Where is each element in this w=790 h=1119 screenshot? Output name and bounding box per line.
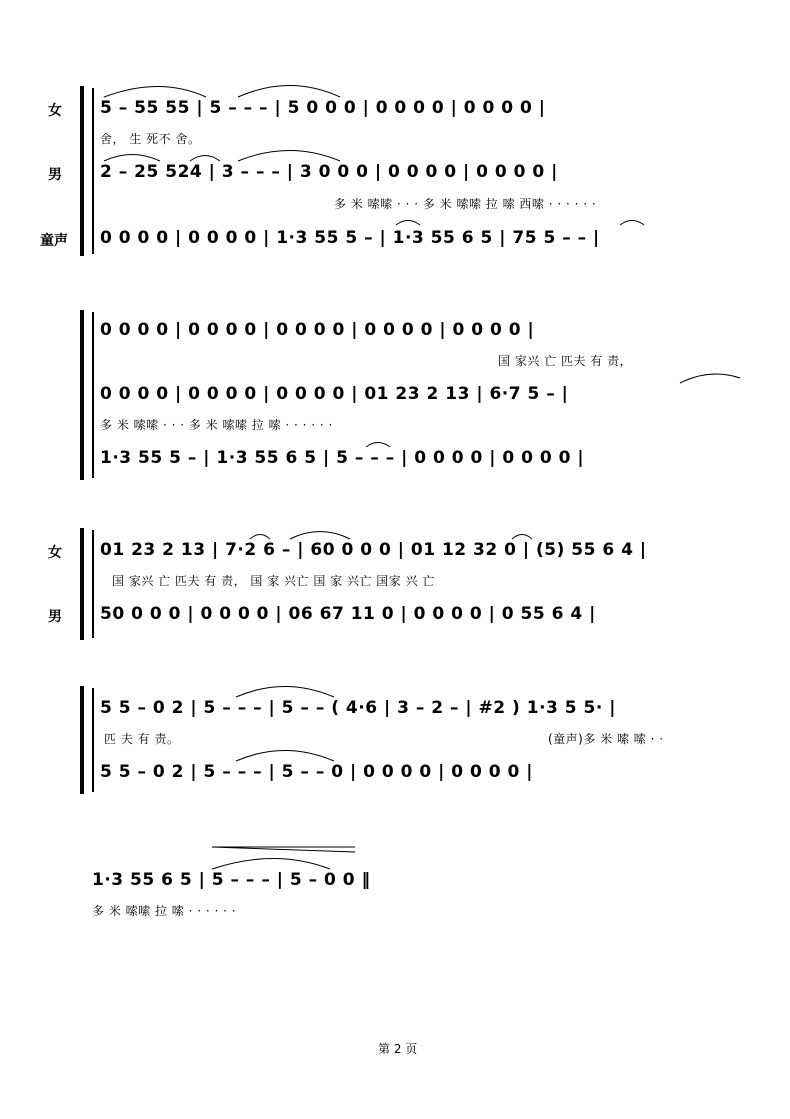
page-number: 第 2 页 — [378, 1042, 418, 1056]
voice-label-male: 男 — [48, 167, 62, 183]
lyrics-female: 国 家兴 亡 匹夫 有 责， 国 家 兴亡 国 家 兴亡 国家 兴 亡 — [112, 574, 435, 588]
notes-male: 50 0 0 0 | 0 0 0 0 | 06 67 11 0 | 0 0 0 0 | 0 55 6 4 | — [100, 604, 596, 624]
notes-voice-1: 0 0 0 0 | 0 0 0 0 | 0 0 0 0 | 0 0 0 0 | 0 0 0 0 | — [100, 320, 535, 340]
notes-female: 01 23 2 13 | 7·2 6 – | 60 0 0 0 | 01 12 32 0 | (5) 55 6 4 | — [100, 540, 647, 560]
notes-final: 1·3 55 6 5 | 5 – – – | 5 – 0 0 ‖ — [92, 870, 371, 890]
lyrics-female: 舍， 生 死不 舍。 — [100, 132, 201, 146]
voice-label-children: 童声 — [40, 233, 68, 249]
lyrics-male: 多 米 嗦嗦 · · · 多 米 嗦嗦 拉 嗦 西嗦 · · · · · · — [334, 197, 597, 211]
lyrics-children-entry: (童声)多 米 嗦 嗦 · · — [548, 732, 664, 746]
notes-male: 2 – 25 524 | 3 – – – | 3 0 0 0 | 0 0 0 0 | 0 0 0 0 | — [100, 162, 558, 182]
voice-label-male: 男 — [48, 609, 62, 625]
notes-female: 5 – 55 55 | 5 – – – | 5 0 0 0 | 0 0 0 0 | 0 0 0 0 | — [100, 98, 546, 118]
notes-voice-3: 1·3 55 5 – | 1·3 55 6 5 | 5 – – – | 0 0 0 0 | 0 0 0 0 | — [100, 448, 585, 468]
notes-voice-2: 5 5 – 0 2 | 5 – – – | 5 – – 0 | 0 0 0 0 | 0 0 0 0 | — [100, 762, 533, 782]
notes-voice-1: 5 5 – 0 2 | 5 – – – | 5 – – ( 4·6 | 3 – 2 – | #2 ) 1·3 5 5· | — [100, 698, 616, 718]
lyrics-voice-1: 匹 夫 有 责。 — [104, 732, 180, 746]
voice-label-female: 女 — [48, 103, 62, 119]
lyrics-voice-1: 国 家兴 亡 匹夫 有 责， — [498, 354, 633, 368]
notes-voice-2: 0 0 0 0 | 0 0 0 0 | 0 0 0 0 | 01 23 2 13 | 6·7 5 – | — [100, 384, 569, 404]
notes-children: 0 0 0 0 | 0 0 0 0 | 1·3 55 5 – | 1·3 55 6 5 | 75 5 – – | — [100, 228, 600, 248]
lyrics-voice-2: 多 米 嗦嗦 · · · 多 米 嗦嗦 拉 嗦 · · · · · · — [100, 418, 333, 432]
lyrics-final: 多 米 嗦嗦 拉 嗦 · · · · · · — [92, 904, 237, 918]
voice-label-female: 女 — [48, 545, 62, 561]
